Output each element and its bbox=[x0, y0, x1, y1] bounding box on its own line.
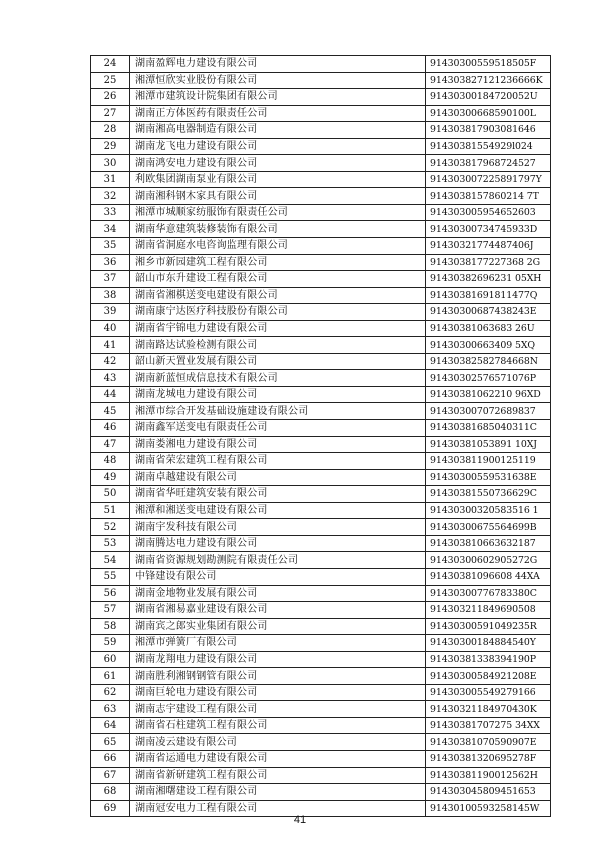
table-row bbox=[91, 155, 551, 172]
table-row bbox=[91, 486, 551, 503]
credit-code: 91430382696231 05XH bbox=[426, 271, 551, 288]
credit-code: 91430381096608 44XA bbox=[426, 568, 551, 585]
company-name: 湖南鑫军送变电有限责任公司 bbox=[130, 420, 426, 437]
credit-code: 91430300776783380C bbox=[426, 585, 551, 602]
credit-code: 914303007225891797Y bbox=[426, 171, 551, 188]
table-row bbox=[91, 204, 551, 221]
company-name: 湖南金地物业发展有限公司 bbox=[130, 585, 426, 602]
credit-code: 91430300184884540Y bbox=[426, 635, 551, 652]
company-name: 湖南娄湘电力建设有限公司 bbox=[130, 436, 426, 453]
table-row bbox=[91, 668, 551, 685]
table-row bbox=[91, 618, 551, 635]
company-name: 湘潭市综合开发基础设施建设有限公司 bbox=[130, 403, 426, 420]
credit-code: 91430381338394190P bbox=[426, 651, 551, 668]
row-number: 65 bbox=[91, 734, 130, 751]
credit-code: 914303817968724527 bbox=[426, 155, 551, 172]
table-row bbox=[91, 221, 551, 238]
credit-code: 91430300559531638E bbox=[426, 469, 551, 486]
company-name: 湖南省运通电力建设有限公司 bbox=[130, 750, 426, 767]
company-name: 湖南鸿安电力建设有限公司 bbox=[130, 155, 426, 172]
table-row bbox=[91, 552, 551, 569]
credit-code: 91430381190012562H bbox=[426, 767, 551, 784]
company-name: 湖南省石柱建筑工程有限公司 bbox=[130, 717, 426, 734]
company-name: 湖南省荣宏建筑工程有限公司 bbox=[130, 453, 426, 470]
table-row bbox=[91, 254, 551, 271]
table-row bbox=[91, 602, 551, 619]
company-name: 中锋建设有限公司 bbox=[130, 568, 426, 585]
company-name: 湘乡市新园建筑工程有限公司 bbox=[130, 254, 426, 271]
credit-code: 91430300668590100L bbox=[426, 105, 551, 122]
row-number: 69 bbox=[91, 800, 130, 817]
row-number: 51 bbox=[91, 502, 130, 519]
row-number: 24 bbox=[91, 56, 130, 73]
credit-code: 91430381062210 96XD bbox=[426, 386, 551, 403]
credit-code: 91430381070590907E bbox=[426, 734, 551, 751]
table-row bbox=[91, 138, 551, 155]
company-name: 湘潭市建筑设计院集团有限公司 bbox=[130, 89, 426, 106]
credit-code: 9143038157860214 7T bbox=[426, 188, 551, 205]
company-name: 湖南盈辉电力建设有限公司 bbox=[130, 56, 426, 73]
company-name: 湘潭市城顺家纺服饰有限责任公司 bbox=[130, 204, 426, 221]
credit-code: 91430381063683 26U bbox=[426, 320, 551, 337]
row-number: 29 bbox=[91, 138, 130, 155]
company-name: 湖南胜利湘钢钢管有限公司 bbox=[130, 668, 426, 685]
row-number: 35 bbox=[91, 238, 130, 255]
row-number: 47 bbox=[91, 436, 130, 453]
table-row bbox=[91, 651, 551, 668]
table-row bbox=[91, 519, 551, 536]
credit-code: 91430300584921208E bbox=[426, 668, 551, 685]
row-number: 36 bbox=[91, 254, 130, 271]
row-number: 32 bbox=[91, 188, 130, 205]
table-row bbox=[91, 386, 551, 403]
company-name: 湖南冠安电力工程有限公司 bbox=[130, 800, 426, 817]
table-row bbox=[91, 171, 551, 188]
row-number: 53 bbox=[91, 535, 130, 552]
table-row bbox=[91, 238, 551, 255]
company-registry-table bbox=[90, 55, 551, 817]
row-number: 28 bbox=[91, 122, 130, 139]
company-name: 湖南省宇锦电力建设有限公司 bbox=[130, 320, 426, 337]
row-number: 49 bbox=[91, 469, 130, 486]
row-number: 44 bbox=[91, 386, 130, 403]
credit-code: 91430302576571076P bbox=[426, 370, 551, 387]
company-name: 湖南省华旺建筑安装有限公司 bbox=[130, 486, 426, 503]
credit-code: 91430300602905272G bbox=[426, 552, 551, 569]
credit-code: 91430300663409 5XQ bbox=[426, 337, 551, 354]
table-row bbox=[91, 72, 551, 89]
credit-code: 91430300559518505F bbox=[426, 56, 551, 73]
row-number: 46 bbox=[91, 420, 130, 437]
credit-code: 914303005549279166 bbox=[426, 684, 551, 701]
table-row bbox=[91, 502, 551, 519]
company-name: 湘潭市弹簧厂有限公司 bbox=[130, 635, 426, 652]
company-name: 湖南省资源规划勘测院有限责任公司 bbox=[130, 552, 426, 569]
table-row bbox=[91, 767, 551, 784]
row-number: 48 bbox=[91, 453, 130, 470]
company-name: 湖南康宁达医疗科技股份有限公司 bbox=[130, 304, 426, 321]
credit-code: 91430381554929l024 bbox=[426, 138, 551, 155]
row-number: 56 bbox=[91, 585, 130, 602]
table-row bbox=[91, 453, 551, 470]
company-name: 湘潭和湘送变电建设有限公司 bbox=[130, 502, 426, 519]
table-row bbox=[91, 535, 551, 552]
row-number: 41 bbox=[91, 337, 130, 354]
row-number: 43 bbox=[91, 370, 130, 387]
row-number: 31 bbox=[91, 171, 130, 188]
credit-code: 914303005954652603 bbox=[426, 204, 551, 221]
table-row bbox=[91, 105, 551, 122]
row-number: 26 bbox=[91, 89, 130, 106]
row-number: 33 bbox=[91, 204, 130, 221]
credit-code: 914303811900125119 bbox=[426, 453, 551, 470]
row-number: 37 bbox=[91, 271, 130, 288]
row-number: 66 bbox=[91, 750, 130, 767]
row-number: 39 bbox=[91, 304, 130, 321]
table-row bbox=[91, 353, 551, 370]
row-number: 61 bbox=[91, 668, 130, 685]
credit-code: 914303827121236666K bbox=[426, 72, 551, 89]
credit-code: 91430321184970430K bbox=[426, 701, 551, 718]
table-row bbox=[91, 420, 551, 437]
row-number: 58 bbox=[91, 618, 130, 635]
table-row bbox=[91, 784, 551, 801]
row-number: 59 bbox=[91, 635, 130, 652]
company-name: 湖南省湘易嘉业建设有限公司 bbox=[130, 602, 426, 619]
company-name: 湖南龙飞电力建设有限公司 bbox=[130, 138, 426, 155]
row-number: 67 bbox=[91, 767, 130, 784]
company-name: 湖南宾之郎实业集团有限公司 bbox=[130, 618, 426, 635]
row-number: 42 bbox=[91, 353, 130, 370]
row-number: 34 bbox=[91, 221, 130, 238]
company-name: 湖南新蓝恒成信息技术有限公司 bbox=[130, 370, 426, 387]
company-name: 湖南宇发科技有限公司 bbox=[130, 519, 426, 536]
table-row bbox=[91, 370, 551, 387]
row-number: 57 bbox=[91, 602, 130, 619]
row-number: 30 bbox=[91, 155, 130, 172]
credit-code: 91430381053891 10XJ bbox=[426, 436, 551, 453]
credit-code: 9143038177227368 2G bbox=[426, 254, 551, 271]
page-number: 41 bbox=[293, 814, 307, 826]
company-name: 湖南省湘棋送变电建设有限公司 bbox=[130, 287, 426, 304]
table-row bbox=[91, 188, 551, 205]
row-number: 40 bbox=[91, 320, 130, 337]
table-row bbox=[91, 304, 551, 321]
company-name: 湖南省新研建筑工程有限公司 bbox=[130, 767, 426, 784]
row-number: 63 bbox=[91, 701, 130, 718]
row-number: 45 bbox=[91, 403, 130, 420]
table-row bbox=[91, 122, 551, 139]
credit-code: 91430382582784668N bbox=[426, 353, 551, 370]
company-name: 湖南省洞庭水电咨询监理有限公司 bbox=[130, 238, 426, 255]
row-number: 62 bbox=[91, 684, 130, 701]
row-number: 68 bbox=[91, 784, 130, 801]
table-row bbox=[91, 701, 551, 718]
row-number: 27 bbox=[91, 105, 130, 122]
row-number: 50 bbox=[91, 486, 130, 503]
company-name: 湖南巨轮电力建设有限公司 bbox=[130, 684, 426, 701]
credit-code: 91430300591049235R bbox=[426, 618, 551, 635]
credit-code: 91430300687438243E bbox=[426, 304, 551, 321]
row-number: 54 bbox=[91, 552, 130, 569]
credit-code: 91430300320583516 1 bbox=[426, 502, 551, 519]
credit-code: 914303810663632187 bbox=[426, 535, 551, 552]
table-row bbox=[91, 717, 551, 734]
row-number: 55 bbox=[91, 568, 130, 585]
row-number: 64 bbox=[91, 717, 130, 734]
company-name: 湖南华意建筑装修装饰有限公司 bbox=[130, 221, 426, 238]
credit-code: 91430300734745933D bbox=[426, 221, 551, 238]
table-row bbox=[91, 337, 551, 354]
table-row bbox=[91, 635, 551, 652]
table-row bbox=[91, 287, 551, 304]
credit-code: 91430100593258145W bbox=[426, 800, 551, 817]
table-row bbox=[91, 271, 551, 288]
company-name: 湖南路达试验检测有限公司 bbox=[130, 337, 426, 354]
table-body bbox=[91, 56, 551, 817]
credit-code: 91430381707275 34XX bbox=[426, 717, 551, 734]
company-name: 湖南湘科钢木家具有限公司 bbox=[130, 188, 426, 205]
table-row bbox=[91, 56, 551, 73]
table-row bbox=[91, 469, 551, 486]
table-row bbox=[91, 750, 551, 767]
company-name: 利欧集团湖南泵业有限公司 bbox=[130, 171, 426, 188]
table-row bbox=[91, 89, 551, 106]
company-name: 湖南志宇建设工程有限公司 bbox=[130, 701, 426, 718]
company-name: 湖南湘曙建设工程有限公司 bbox=[130, 784, 426, 801]
credit-code: 91430381550736629C bbox=[426, 486, 551, 503]
credit-code: 91430381685040311C bbox=[426, 420, 551, 437]
credit-code: 914303007072689837 bbox=[426, 403, 551, 420]
credit-code: 91430321774487406J bbox=[426, 238, 551, 255]
table-row bbox=[91, 403, 551, 420]
company-name: 湖南凌云建设有限公司 bbox=[130, 734, 426, 751]
credit-code: 914303817903081646 bbox=[426, 122, 551, 139]
company-name: 湘潭恒欣实业股份有限公司 bbox=[130, 72, 426, 89]
company-name: 湖南湘高电器制造有限公司 bbox=[130, 122, 426, 139]
company-name: 湖南龙城电力建设有限公司 bbox=[130, 386, 426, 403]
table-row bbox=[91, 684, 551, 701]
table-row bbox=[91, 585, 551, 602]
credit-code: 914303045809451653 bbox=[426, 784, 551, 801]
table-row bbox=[91, 320, 551, 337]
credit-code: 91430300184720052U bbox=[426, 89, 551, 106]
company-name: 湖南正方体医药有限责任公司 bbox=[130, 105, 426, 122]
row-number: 60 bbox=[91, 651, 130, 668]
company-name: 湖南卓越建设有限公司 bbox=[130, 469, 426, 486]
credit-code: 91430300675564699B bbox=[426, 519, 551, 536]
row-number: 52 bbox=[91, 519, 130, 536]
company-name: 韶山市东升建设工程有限公司 bbox=[130, 271, 426, 288]
credit-code: 914303211849690508 bbox=[426, 602, 551, 619]
company-name: 湖南龙翔电力建设有限公司 bbox=[130, 651, 426, 668]
row-number: 25 bbox=[91, 72, 130, 89]
table-row bbox=[91, 734, 551, 751]
table-row bbox=[91, 436, 551, 453]
row-number: 38 bbox=[91, 287, 130, 304]
credit-code: 91430381320695278F bbox=[426, 750, 551, 767]
company-name: 湖南腾达电力建设有限公司 bbox=[130, 535, 426, 552]
table-row bbox=[91, 568, 551, 585]
credit-code: 91430381691811477Q bbox=[426, 287, 551, 304]
company-name: 韶山新天置业发展有限公司 bbox=[130, 353, 426, 370]
